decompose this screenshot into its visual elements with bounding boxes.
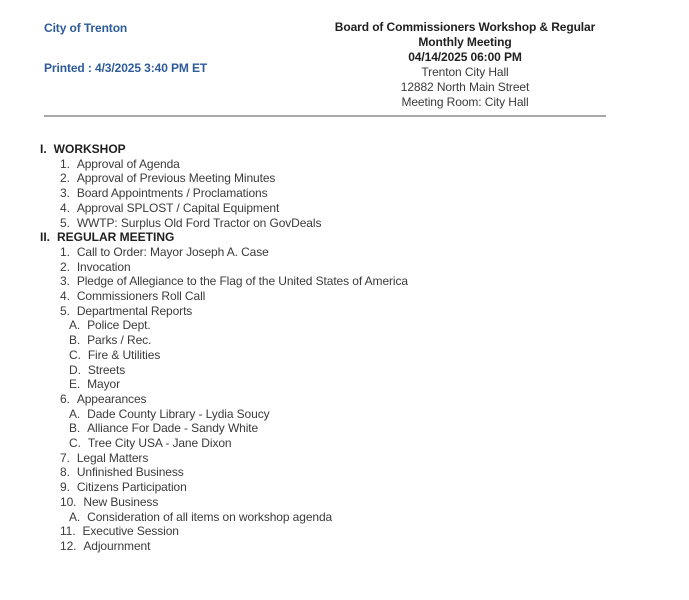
agenda-subitem (0, 510, 689, 525)
agenda-item-text: New Business (83, 494, 159, 509)
agenda-item-marker: 11. (60, 524, 76, 539)
agenda-subitem-marker: E. (69, 377, 81, 392)
agenda-subitem (0, 377, 689, 392)
agenda-item-marker: 2. (60, 171, 70, 186)
agenda-subitem (0, 348, 689, 363)
agenda-subitem (0, 333, 689, 348)
agenda-subitem-marker: C. (69, 436, 81, 451)
agenda-item-marker: 6. (60, 391, 70, 406)
agenda-item (0, 186, 689, 201)
agenda-subitem-marker: A. (69, 509, 81, 524)
agenda-item-text: Invocation (76, 259, 131, 274)
agenda-item (0, 465, 689, 480)
meeting-title-line-2: Monthly Meeting (418, 35, 512, 49)
agenda-item (0, 274, 689, 289)
agenda-item (0, 289, 689, 304)
agenda-subitem-text: Consideration of all items on workshop agenda (87, 509, 333, 524)
agenda-subitem-marker: C. (69, 347, 81, 362)
agenda-subitem-text: Streets (87, 362, 126, 377)
agenda-item-marker: 3. (60, 186, 70, 201)
agenda-item-text: Adjournment (83, 538, 151, 553)
agenda-item-text: WWTP: Surplus Old Ford Tractor on GovDeals (76, 215, 322, 230)
agenda-item-text: Board Appointments / Proclamations (76, 186, 268, 201)
agenda-item-marker: 7. (60, 450, 70, 465)
agenda-subitem-text: Parks / Rec. (87, 333, 152, 348)
agenda-item-text: Approval of Previous Meeting Minutes (76, 171, 276, 186)
agenda-subitem (0, 421, 689, 436)
agenda-section-heading-text: WORKSHOP (53, 142, 126, 156)
header-divider (44, 115, 606, 117)
agenda-item-marker: 1. (60, 244, 70, 259)
agenda-item (0, 539, 689, 554)
agenda-section-heading-text: REGULAR MEETING (57, 230, 175, 245)
agenda-item-marker: 8. (60, 465, 70, 480)
agenda-section-heading-marker: I. (40, 142, 47, 156)
agenda-item (0, 480, 689, 495)
agenda-item-text: Appearances (76, 391, 147, 406)
agenda-item-marker: 3. (60, 274, 70, 289)
agenda-item-text: Executive Session (82, 524, 179, 539)
agenda-item-marker: 9. (60, 480, 70, 495)
agenda-item (0, 392, 689, 407)
meeting-location-name: Trenton City Hall (421, 65, 509, 79)
meeting-location-address: 12882 North Main Street (400, 80, 530, 94)
agenda-item-marker: 5. (60, 215, 70, 230)
agenda-section-heading (0, 142, 689, 157)
meeting-datetime: 04/14/2025 06:00 PM (408, 50, 522, 64)
agenda-item (0, 245, 689, 260)
agenda-item-text: Unfinished Business (76, 465, 184, 480)
agenda-item-marker: 4. (60, 200, 70, 215)
agenda-item (0, 451, 689, 466)
agenda-list (0, 142, 689, 554)
agenda-item-text: Approval of Agenda (76, 156, 180, 171)
agenda-subitem-marker: A. (69, 406, 81, 421)
agenda-item-text: Pledge of Allegiance to the Flag of the United States of America (76, 274, 408, 289)
agenda-item-text: Call to Order: Mayor Joseph A. Case (76, 244, 269, 259)
agenda-item-marker: 2. (60, 259, 70, 274)
agenda-item (0, 304, 689, 319)
agenda-subitem (0, 363, 689, 378)
meeting-title-line-1: Board of Commissioners Workshop & Regular (334, 20, 596, 34)
agenda-item-marker: 4. (60, 289, 70, 304)
agenda-subitem (0, 318, 689, 333)
agenda-item (0, 171, 689, 186)
agenda-item-text: Departmental Reports (76, 303, 193, 318)
agenda-subitem (0, 407, 689, 422)
org-name: City of Trenton (44, 21, 128, 35)
agenda-item-marker: 10. (60, 494, 77, 509)
agenda-subitem-text: Fire & Utilities (87, 347, 161, 362)
agenda-item-marker: 5. (60, 303, 70, 318)
agenda-subitem-marker: B. (69, 421, 81, 436)
agenda-subitem-marker: D. (69, 362, 81, 377)
agenda-item (0, 495, 689, 510)
agenda-item-marker: 12. (60, 538, 77, 553)
printed-timestamp: Printed : 4/3/2025 3:40 PM ET (44, 61, 208, 75)
meeting-location-room: Meeting Room: City Hall (401, 95, 529, 109)
agenda-item-marker: 1. (60, 156, 70, 171)
agenda-subitem-text: Alliance For Dade - Sandy White (87, 421, 259, 436)
agenda-subitem-marker: A. (69, 318, 81, 333)
agenda-item-text: Legal Matters (76, 450, 149, 465)
agenda-subitem-text: Mayor (87, 377, 120, 392)
agenda-item (0, 157, 689, 172)
agenda-item-text: Commissioners Roll Call (76, 289, 206, 304)
agenda-section-heading (0, 230, 689, 245)
agenda-item-text: Citizens Participation (76, 480, 187, 495)
meeting-header (310, 20, 620, 110)
agenda-subitem (0, 436, 689, 451)
agenda-item (0, 201, 689, 216)
agenda-item-text: Approval SPLOST / Capital Equipment (76, 200, 280, 215)
agenda-section-heading-marker: II. (40, 230, 51, 245)
agenda-subitem-text: Police Dept. (87, 318, 151, 333)
agenda-item (0, 524, 689, 539)
agenda-subitem-text: Tree City USA - Jane Dixon (87, 436, 232, 451)
agenda-subitem-marker: B. (69, 333, 81, 348)
agenda-item (0, 260, 689, 275)
agenda-item (0, 216, 689, 231)
agenda-subitem-text: Dade County Library - Lydia Soucy (87, 406, 270, 421)
